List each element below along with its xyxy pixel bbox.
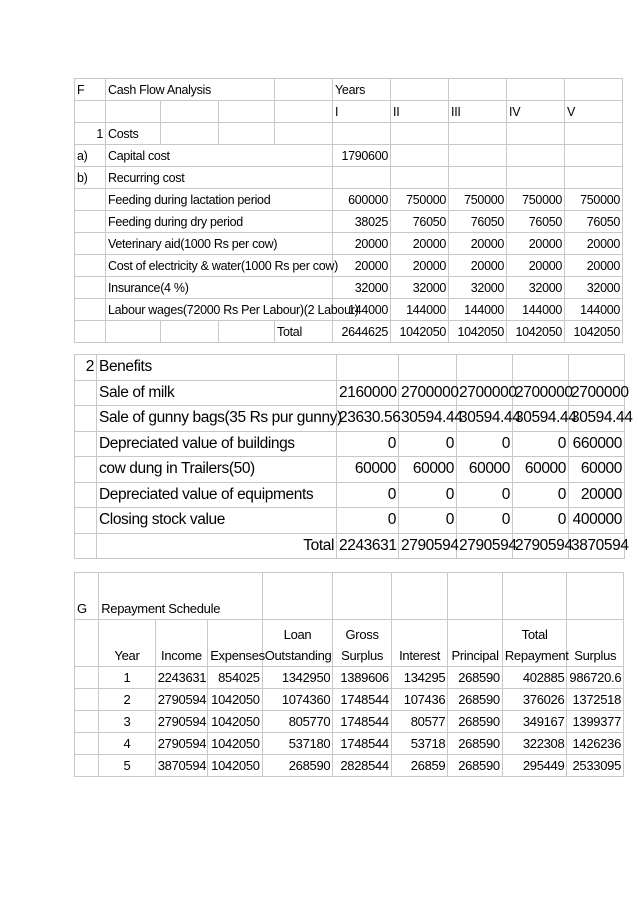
- benefit-row: [75, 482, 625, 508]
- cost-row: [75, 189, 623, 211]
- benefit-value: 23630.56: [337, 406, 399, 432]
- benefit-value: 30594.44: [513, 406, 569, 432]
- benefit-value: 2700000: [513, 380, 569, 406]
- benefit-value: 60000: [399, 457, 457, 483]
- benefits-title-row: [75, 355, 625, 381]
- benefits-number: 2: [75, 355, 97, 381]
- benefits-table: [74, 354, 633, 559]
- benefit-value: 400000: [569, 508, 625, 534]
- expenses-cell: 1042050: [208, 711, 263, 733]
- cost-value: 600000: [333, 189, 391, 211]
- year-cell: 3: [99, 711, 156, 733]
- expenses-cell: 1042050: [208, 755, 263, 777]
- cost-row: [75, 255, 623, 277]
- column-header: Expenses: [208, 620, 263, 667]
- principal-cell: 268590: [448, 711, 502, 733]
- cost-total-row: [75, 321, 623, 343]
- benefit-value: 60000: [569, 457, 625, 483]
- recurring-cost-row: [75, 167, 623, 189]
- cash-flow-title-row: [75, 79, 623, 101]
- cost-value: 20000: [565, 233, 623, 255]
- principal-cell: 268590: [448, 755, 502, 777]
- cost-value: 76050: [449, 211, 507, 233]
- cost-value: 38025: [333, 211, 391, 233]
- cost-value: 750000: [391, 189, 449, 211]
- gross-surplus-cell: 1748544: [333, 689, 392, 711]
- repayment-title: Repayment Schedule: [99, 573, 262, 620]
- section-label: F: [75, 79, 106, 101]
- expenses-cell: 1042050: [208, 689, 263, 711]
- total-value: 1042050: [565, 321, 623, 343]
- year-header: II: [391, 101, 449, 123]
- cost-value: 20000: [565, 255, 623, 277]
- interest-cell: 107436: [391, 689, 448, 711]
- benefit-label: Sale of milk: [97, 380, 337, 406]
- loan-outstanding-cell: 268590: [262, 755, 333, 777]
- cash-flow-title: Cash Flow Analysis: [106, 79, 275, 101]
- benefit-value: 0: [337, 508, 399, 534]
- cost-value: 144000: [565, 299, 623, 321]
- capital-cost-value: 1790600: [333, 145, 391, 167]
- column-header: Total Repayment: [502, 620, 567, 667]
- benefit-label: Depreciated value of buildings: [97, 431, 337, 457]
- benefit-value: 0: [337, 482, 399, 508]
- repayment-row: [75, 667, 624, 689]
- benefit-value: 60000: [337, 457, 399, 483]
- benefit-row: [75, 508, 625, 534]
- benefit-value: 2160000: [337, 380, 399, 406]
- cost-value: 20000: [333, 233, 391, 255]
- benefit-value: 0: [513, 431, 569, 457]
- total-value: 2790594: [457, 533, 513, 559]
- cost-value: 76050: [565, 211, 623, 233]
- total-value: 2243631: [337, 533, 399, 559]
- surplus-cell: 2533095: [567, 755, 624, 777]
- cost-value: 32000: [391, 277, 449, 299]
- benefit-value: 0: [457, 482, 513, 508]
- total-repayment-cell: 295449: [502, 755, 567, 777]
- benefit-row: [75, 380, 625, 406]
- year-header: I: [333, 101, 391, 123]
- total-value: 2790594: [513, 533, 569, 559]
- year-cell: 1: [99, 667, 156, 689]
- benefit-value: 0: [399, 482, 457, 508]
- total-label: Total: [275, 321, 333, 343]
- gross-surplus-cell: 1748544: [333, 711, 392, 733]
- principal-cell: 268590: [448, 689, 502, 711]
- column-header: Surplus: [567, 620, 624, 667]
- benefit-value: 60000: [457, 457, 513, 483]
- benefit-label: Closing stock value: [97, 508, 337, 534]
- total-value: 3870594: [569, 533, 625, 559]
- cost-value: 20000: [333, 255, 391, 277]
- benefit-value: 0: [457, 508, 513, 534]
- cost-value: 32000: [449, 277, 507, 299]
- cost-row: [75, 299, 623, 321]
- cost-value: 750000: [565, 189, 623, 211]
- benefit-value: 0: [399, 431, 457, 457]
- interest-cell: 26859: [391, 755, 448, 777]
- repayment-row: [75, 755, 624, 777]
- total-value: 2644625: [333, 321, 391, 343]
- benefit-value: 60000: [513, 457, 569, 483]
- costs-label: Costs: [106, 123, 161, 145]
- costs-number: 1: [75, 123, 106, 145]
- surplus-cell: 986720.6: [567, 667, 624, 689]
- cost-label: Insurance(4 %): [106, 277, 333, 299]
- benefit-value: 2700000: [399, 380, 457, 406]
- section-label: G: [75, 573, 99, 620]
- interest-cell: 53718: [391, 733, 448, 755]
- repayment-row: [75, 689, 624, 711]
- loan-outstanding-cell: 1074360: [262, 689, 333, 711]
- principal-cell: 268590: [448, 667, 502, 689]
- benefit-label: Sale of gunny bags(35 Rs pur gunny): [97, 406, 337, 432]
- cost-row: [75, 211, 623, 233]
- surplus-cell: 1426236: [567, 733, 624, 755]
- expenses-cell: 1042050: [208, 733, 263, 755]
- recurring-cost-label: Recurring cost: [106, 167, 333, 189]
- cost-value: 144000: [333, 299, 391, 321]
- year-cell: 2: [99, 689, 156, 711]
- total-repayment-cell: 402885: [502, 667, 567, 689]
- cost-value: 144000: [391, 299, 449, 321]
- repayment-row: [75, 711, 624, 733]
- cost-value: 20000: [507, 255, 565, 277]
- cost-row: [75, 277, 623, 299]
- total-repayment-cell: 376026: [502, 689, 567, 711]
- gross-surplus-cell: 1748544: [333, 733, 392, 755]
- benefit-value: 0: [457, 431, 513, 457]
- loan-outstanding-cell: 537180: [262, 733, 333, 755]
- interest-cell: 134295: [391, 667, 448, 689]
- capital-cost-row: [75, 145, 623, 167]
- column-header: Gross Surplus: [333, 620, 392, 667]
- gross-surplus-cell: 1389606: [333, 667, 392, 689]
- benefit-row: [75, 431, 625, 457]
- cost-label: Feeding during lactation period: [106, 189, 333, 211]
- cost-value: 144000: [507, 299, 565, 321]
- column-header: Year: [99, 620, 156, 667]
- cost-value: 20000: [449, 233, 507, 255]
- total-value: 1042050: [507, 321, 565, 343]
- expenses-cell: 854025: [208, 667, 263, 689]
- year-header: IV: [507, 101, 565, 123]
- total-value: 1042050: [391, 321, 449, 343]
- total-repayment-cell: 349167: [502, 711, 567, 733]
- cost-value: 20000: [391, 255, 449, 277]
- column-header: Income: [155, 620, 207, 667]
- benefits-title: Benefits: [97, 355, 337, 381]
- year-header: III: [449, 101, 507, 123]
- income-cell: 2790594: [155, 689, 207, 711]
- benefit-value: 30594.44: [457, 406, 513, 432]
- total-value: 2790594: [399, 533, 457, 559]
- cost-value: 144000: [449, 299, 507, 321]
- column-header: Interest: [391, 620, 448, 667]
- cost-value: 32000: [333, 277, 391, 299]
- cost-label: Labour wages(72000 Rs Per Labour)(2 Labour): [106, 299, 333, 321]
- cost-value: 20000: [507, 233, 565, 255]
- total-value: 1042050: [449, 321, 507, 343]
- cost-value: 20000: [391, 233, 449, 255]
- gross-surplus-cell: 2828544: [333, 755, 392, 777]
- cost-value: 20000: [449, 255, 507, 277]
- loan-outstanding-cell: 805770: [262, 711, 333, 733]
- benefit-value: 20000: [569, 482, 625, 508]
- capital-cost-label: Capital cost: [106, 145, 333, 167]
- year-cell: 4: [99, 733, 156, 755]
- repayment-title-row: [75, 573, 624, 620]
- benefit-value: 660000: [569, 431, 625, 457]
- total-label: Total: [97, 533, 337, 559]
- income-cell: 2790594: [155, 733, 207, 755]
- repayment-row: [75, 733, 624, 755]
- benefit-row: [75, 457, 625, 483]
- cost-value: 32000: [565, 277, 623, 299]
- repayment-header-row: [75, 620, 624, 667]
- years-label: Years: [333, 79, 391, 101]
- benefit-label: Depreciated value of equipments: [97, 482, 337, 508]
- total-repayment-cell: 322308: [502, 733, 567, 755]
- income-cell: 2790594: [155, 711, 207, 733]
- years-header-row: [75, 101, 623, 123]
- benefit-value: 0: [337, 431, 399, 457]
- cost-row: [75, 233, 623, 255]
- benefit-value: 30594.44: [569, 406, 625, 432]
- column-header: Principal: [448, 620, 502, 667]
- cash-flow-table: [74, 78, 623, 343]
- column-header: Loan Outstanding: [262, 620, 333, 667]
- repayment-table: [74, 572, 624, 777]
- interest-cell: 80577: [391, 711, 448, 733]
- loan-outstanding-cell: 1342950: [262, 667, 333, 689]
- surplus-cell: 1372518: [567, 689, 624, 711]
- benefit-value: 2700000: [457, 380, 513, 406]
- benefit-label: cow dung in Trailers(50): [97, 457, 337, 483]
- cost-value: 76050: [507, 211, 565, 233]
- row-marker: b): [75, 167, 106, 189]
- cost-value: 750000: [449, 189, 507, 211]
- cost-label: Veterinary aid(1000 Rs per cow): [106, 233, 333, 255]
- benefit-value: 2700000: [569, 380, 625, 406]
- cost-value: 750000: [507, 189, 565, 211]
- benefit-value: 0: [513, 508, 569, 534]
- cost-value: 76050: [391, 211, 449, 233]
- year-cell: 5: [99, 755, 156, 777]
- costs-row: [75, 123, 623, 145]
- benefits-total-row: [75, 533, 625, 559]
- income-cell: 3870594: [155, 755, 207, 777]
- row-marker: a): [75, 145, 106, 167]
- benefit-value: 0: [513, 482, 569, 508]
- cost-label: Cost of electricity & water(1000 Rs per cow): [106, 255, 333, 277]
- benefit-value: 30594.44: [399, 406, 457, 432]
- cost-label: Feeding during dry period: [106, 211, 333, 233]
- year-header: V: [565, 101, 623, 123]
- benefit-value: 0: [399, 508, 457, 534]
- income-cell: 2243631: [155, 667, 207, 689]
- principal-cell: 268590: [448, 733, 502, 755]
- cost-value: 32000: [507, 277, 565, 299]
- surplus-cell: 1399377: [567, 711, 624, 733]
- benefit-row: [75, 406, 625, 432]
